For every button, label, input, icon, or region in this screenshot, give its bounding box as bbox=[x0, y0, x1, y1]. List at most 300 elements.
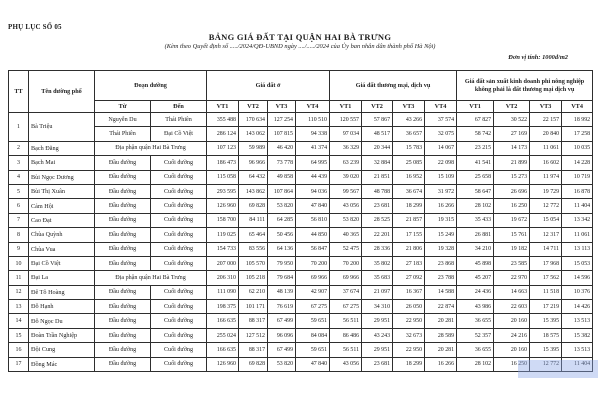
price-value: 41 541 bbox=[457, 156, 494, 170]
street-name: Cảm Hội bbox=[29, 199, 95, 213]
price-value: 16 266 bbox=[425, 199, 457, 213]
price-value: 36 657 bbox=[393, 127, 425, 141]
price-value: 59 651 bbox=[296, 343, 330, 357]
price-value: 10 376 bbox=[562, 285, 593, 299]
price-value: 107 864 bbox=[268, 184, 296, 198]
price-value: 126 960 bbox=[207, 199, 239, 213]
header-vt-row bbox=[9, 101, 593, 113]
table-row bbox=[9, 213, 593, 227]
segment-from: Đầu đường bbox=[95, 314, 151, 328]
price-value: 13 513 bbox=[562, 343, 593, 357]
price-value: 22 098 bbox=[425, 156, 457, 170]
price-value: 21 097 bbox=[362, 285, 393, 299]
price-value: 43 056 bbox=[330, 357, 362, 371]
price-value: 15 109 bbox=[425, 170, 457, 184]
table-row bbox=[9, 184, 593, 198]
segment-from: Đầu đường bbox=[95, 256, 151, 270]
street-name: Đại Cồ Việt bbox=[29, 256, 95, 270]
price-value: 56 511 bbox=[330, 343, 362, 357]
price-value: 27 169 bbox=[494, 127, 530, 141]
price-value: 23 788 bbox=[425, 271, 457, 285]
price-value: 22 950 bbox=[393, 343, 425, 357]
table-row bbox=[9, 141, 593, 155]
price-value: 44 850 bbox=[296, 228, 330, 242]
price-value: 110 510 bbox=[296, 113, 330, 127]
price-value: 36 674 bbox=[393, 184, 425, 198]
table-row bbox=[9, 314, 593, 328]
price-value: 16 367 bbox=[393, 285, 425, 299]
price-value: 45 898 bbox=[457, 256, 494, 270]
price-value: 24 436 bbox=[457, 285, 494, 299]
price-value: 16 602 bbox=[530, 156, 562, 170]
row-number: 11 bbox=[9, 271, 29, 285]
table-row bbox=[9, 113, 593, 127]
price-value: 94 338 bbox=[296, 127, 330, 141]
price-value: 46 420 bbox=[268, 141, 296, 155]
header-street-name: Tên đường phố bbox=[29, 71, 95, 113]
unit-note: Đơn vị tính: 1000đ/m2 bbox=[508, 54, 568, 61]
street-name: Đại La bbox=[29, 271, 95, 285]
page-title: BẢNG GIÁ ĐẤT TẠI QUẬN HAI BÀ TRƯNG bbox=[208, 32, 392, 42]
price-value: 16 250 bbox=[494, 357, 530, 371]
price-value: 19 328 bbox=[425, 242, 457, 256]
price-value: 18 299 bbox=[393, 357, 425, 371]
price-value: 69 966 bbox=[296, 271, 330, 285]
price-value: 13 342 bbox=[562, 213, 593, 227]
price-value: 83 556 bbox=[239, 242, 268, 256]
price-value: 23 868 bbox=[425, 256, 457, 270]
price-value: 97 034 bbox=[330, 127, 362, 141]
price-value: 32 673 bbox=[393, 328, 425, 342]
segment-from: Đầu đường bbox=[95, 170, 151, 184]
price-value: 52 475 bbox=[330, 242, 362, 256]
row-number: 16 bbox=[9, 343, 29, 357]
price-value: 35 802 bbox=[362, 256, 393, 270]
price-value: 40 365 bbox=[330, 228, 362, 242]
price-value: 120 557 bbox=[330, 113, 362, 127]
row-number: 4 bbox=[9, 170, 29, 184]
price-value: 43 243 bbox=[362, 328, 393, 342]
price-value: 23 681 bbox=[362, 199, 393, 213]
price-value: 23 681 bbox=[362, 357, 393, 371]
segment-from: Đầu đường bbox=[95, 228, 151, 242]
price-value: 14 596 bbox=[562, 271, 593, 285]
price-value: 69 828 bbox=[239, 199, 268, 213]
price-value: 88 317 bbox=[239, 314, 268, 328]
price-value: 12 317 bbox=[530, 228, 562, 242]
price-value: 76 619 bbox=[268, 300, 296, 314]
price-value: 11 404 bbox=[562, 199, 593, 213]
price-value: 24 216 bbox=[494, 328, 530, 342]
price-value: 107 815 bbox=[268, 127, 296, 141]
row-number: 9 bbox=[9, 242, 29, 256]
price-value: 186 473 bbox=[207, 156, 239, 170]
price-value: 53 820 bbox=[268, 357, 296, 371]
segment-to: Cuối đường bbox=[151, 199, 207, 213]
price-value: 32 075 bbox=[425, 127, 457, 141]
price-value: 37 574 bbox=[425, 113, 457, 127]
header-vt4: VT4 bbox=[296, 101, 330, 113]
price-value: 28 102 bbox=[457, 357, 494, 371]
price-value: 22 157 bbox=[530, 113, 562, 127]
table-row bbox=[9, 328, 593, 342]
header-business-price: Giá đất sản xuất kinh doanh phi nông nghiệp không phải là đất thương mại dịch vụ bbox=[457, 71, 593, 101]
price-value: 21 851 bbox=[362, 170, 393, 184]
street-name: Bùi Thị Xuân bbox=[29, 184, 95, 198]
price-value: 17 258 bbox=[562, 127, 593, 141]
price-value: 198 375 bbox=[207, 300, 239, 314]
price-value: 59 989 bbox=[239, 141, 268, 155]
price-value: 41 374 bbox=[296, 141, 330, 155]
price-value: 11 974 bbox=[530, 170, 562, 184]
price-value: 11 404 bbox=[562, 357, 593, 371]
header-vt2: VT2 bbox=[494, 101, 530, 113]
price-value: 31 972 bbox=[425, 184, 457, 198]
price-value: 36 329 bbox=[330, 141, 362, 155]
table-row bbox=[9, 170, 593, 184]
price-value: 50 456 bbox=[268, 228, 296, 242]
price-value: 64 432 bbox=[239, 170, 268, 184]
price-value: 22 874 bbox=[425, 300, 457, 314]
segment-to: Cuối đường bbox=[151, 228, 207, 242]
price-value: 11 061 bbox=[530, 141, 562, 155]
price-value: 293 595 bbox=[207, 184, 239, 198]
segment-to: Cuối đường bbox=[151, 314, 207, 328]
segment-from: Đầu đường bbox=[95, 343, 151, 357]
street-name: Đê Tô Hoàng bbox=[29, 285, 95, 299]
price-value: 23 585 bbox=[494, 256, 530, 270]
price-value: 14 067 bbox=[425, 141, 457, 155]
price-value: 27 092 bbox=[393, 271, 425, 285]
price-value: 32 884 bbox=[362, 156, 393, 170]
segment-to: Cuối đường bbox=[151, 156, 207, 170]
price-value: 43 986 bbox=[457, 300, 494, 314]
header-vt3: VT3 bbox=[268, 101, 296, 113]
segment-to: Cuối đường bbox=[151, 300, 207, 314]
header-commercial-price: Giá đất thương mại, dịch vụ bbox=[330, 71, 457, 101]
price-value: 101 171 bbox=[239, 300, 268, 314]
street-name: Đồng Mác bbox=[29, 357, 95, 371]
table-row bbox=[9, 199, 593, 213]
street-name: Đỗ Ngọc Du bbox=[29, 314, 95, 328]
header-vt1: VT1 bbox=[207, 101, 239, 113]
price-value: 49 858 bbox=[268, 170, 296, 184]
price-value: 56 810 bbox=[296, 213, 330, 227]
table-row bbox=[9, 228, 593, 242]
price-value: 86 486 bbox=[330, 328, 362, 342]
table-row bbox=[9, 271, 593, 285]
price-value: 34 210 bbox=[457, 242, 494, 256]
price-value: 15 054 bbox=[530, 213, 562, 227]
price-value: 58 742 bbox=[457, 127, 494, 141]
price-value: 14 711 bbox=[530, 242, 562, 256]
price-value: 22 603 bbox=[494, 300, 530, 314]
appendix-label: PHỤ LỤC SỐ 05 bbox=[8, 23, 62, 31]
table-row bbox=[9, 285, 593, 299]
price-value: 36 655 bbox=[457, 314, 494, 328]
street-name: Bùi Ngọc Dương bbox=[29, 170, 95, 184]
street-name: Bạch Đằng bbox=[29, 141, 95, 155]
street-name: Đỗ Hạnh bbox=[29, 300, 95, 314]
price-value: 27 183 bbox=[393, 256, 425, 270]
header-vt4: VT4 bbox=[425, 101, 457, 113]
row-number: 7 bbox=[9, 213, 29, 227]
price-value: 16 266 bbox=[425, 357, 457, 371]
segment-to: Cuối đường bbox=[151, 357, 207, 371]
price-value: 67 499 bbox=[268, 343, 296, 357]
price-value: 21 806 bbox=[393, 242, 425, 256]
price-value: 20 344 bbox=[362, 141, 393, 155]
price-value: 67 275 bbox=[296, 300, 330, 314]
row-number: 6 bbox=[9, 199, 29, 213]
price-value: 21 857 bbox=[393, 213, 425, 227]
price-value: 23 215 bbox=[457, 141, 494, 155]
price-value: 48 517 bbox=[362, 127, 393, 141]
street-name: Đội Cung bbox=[29, 343, 95, 357]
segment-from: Đầu đường bbox=[95, 242, 151, 256]
price-value: 29 951 bbox=[362, 314, 393, 328]
price-value: 73 778 bbox=[268, 156, 296, 170]
row-number: 14 bbox=[9, 314, 29, 328]
price-value: 48 788 bbox=[362, 184, 393, 198]
header-vt1: VT1 bbox=[457, 101, 494, 113]
price-value: 16 250 bbox=[494, 199, 530, 213]
price-value: 53 820 bbox=[330, 213, 362, 227]
price-value: 12 772 bbox=[530, 199, 562, 213]
segment-to: Cuối đường bbox=[151, 184, 207, 198]
price-value: 20 281 bbox=[425, 343, 457, 357]
segment-to: Thái Phiên bbox=[151, 113, 207, 127]
price-value: 15 783 bbox=[393, 141, 425, 155]
price-value: 127 512 bbox=[239, 328, 268, 342]
segment-to: Cuối đường bbox=[151, 328, 207, 342]
price-value: 25 085 bbox=[393, 156, 425, 170]
price-value: 15 273 bbox=[494, 170, 530, 184]
price-value: 20 160 bbox=[494, 314, 530, 328]
price-value: 19 672 bbox=[494, 213, 530, 227]
price-value: 57 867 bbox=[362, 113, 393, 127]
price-value: 22 201 bbox=[362, 228, 393, 242]
price-value: 17 155 bbox=[393, 228, 425, 242]
price-value: 96 096 bbox=[268, 328, 296, 342]
segment-from: Đầu đường bbox=[95, 285, 151, 299]
segment-from: Đầu đường bbox=[95, 199, 151, 213]
price-value: 19 729 bbox=[530, 184, 562, 198]
price-value: 67 499 bbox=[268, 314, 296, 328]
price-value: 255 024 bbox=[207, 328, 239, 342]
price-value: 22 950 bbox=[393, 314, 425, 328]
price-value: 94 036 bbox=[296, 184, 330, 198]
price-value: 21 899 bbox=[494, 156, 530, 170]
price-value: 20 840 bbox=[530, 127, 562, 141]
price-value: 35 433 bbox=[457, 213, 494, 227]
price-value: 20 160 bbox=[494, 343, 530, 357]
price-value: 28 102 bbox=[457, 199, 494, 213]
price-value: 26 881 bbox=[457, 228, 494, 242]
segment-from: Nguyễn Du bbox=[95, 113, 151, 127]
price-value: 37 674 bbox=[330, 285, 362, 299]
price-value: 96 966 bbox=[239, 156, 268, 170]
segment-span: Địa phận quận Hai Bà Trưng bbox=[95, 141, 207, 155]
price-value: 355 488 bbox=[207, 113, 239, 127]
price-value: 19 182 bbox=[494, 242, 530, 256]
street-name: Bà Triệu bbox=[29, 113, 95, 142]
price-value: 206 310 bbox=[207, 271, 239, 285]
price-value: 10 719 bbox=[562, 170, 593, 184]
price-value: 28 336 bbox=[362, 242, 393, 256]
street-name: Đoàn Trần Nghiệp bbox=[29, 328, 95, 342]
price-value: 47 840 bbox=[296, 199, 330, 213]
price-value: 99 567 bbox=[330, 184, 362, 198]
price-value: 47 840 bbox=[296, 357, 330, 371]
price-value: 43 266 bbox=[393, 113, 425, 127]
price-value: 15 395 bbox=[530, 343, 562, 357]
street-name: Chùa Vua bbox=[29, 242, 95, 256]
segment-from: Thái Phiên bbox=[95, 127, 151, 141]
header-vt2: VT2 bbox=[362, 101, 393, 113]
table-row bbox=[9, 242, 593, 256]
price-value: 18 299 bbox=[393, 199, 425, 213]
price-value: 19 315 bbox=[425, 213, 457, 227]
price-value: 70 200 bbox=[330, 256, 362, 270]
price-value: 143 062 bbox=[239, 127, 268, 141]
price-value: 69 828 bbox=[239, 357, 268, 371]
price-value: 22 970 bbox=[494, 271, 530, 285]
table-row bbox=[9, 300, 593, 314]
table-row bbox=[9, 357, 593, 371]
price-value: 119 025 bbox=[207, 228, 239, 242]
segment-to: Cuối đường bbox=[151, 170, 207, 184]
price-value: 26 696 bbox=[494, 184, 530, 198]
price-value: 286 124 bbox=[207, 127, 239, 141]
price-value: 15 395 bbox=[530, 314, 562, 328]
price-value: 14 173 bbox=[494, 141, 530, 155]
price-value: 18 575 bbox=[530, 328, 562, 342]
segment-from: Đầu đường bbox=[95, 328, 151, 342]
price-value: 18 992 bbox=[562, 113, 593, 127]
price-value: 84 111 bbox=[239, 213, 268, 227]
segment-from: Đầu đường bbox=[95, 184, 151, 198]
table-row bbox=[9, 343, 593, 357]
price-value: 15 053 bbox=[562, 256, 593, 270]
price-value: 14 426 bbox=[562, 300, 593, 314]
price-value: 29 951 bbox=[362, 343, 393, 357]
price-value: 79 950 bbox=[268, 256, 296, 270]
street-name: Cao Đạt bbox=[29, 213, 95, 227]
header-tt: TT bbox=[9, 71, 29, 113]
header-to: Đến bbox=[151, 101, 207, 113]
price-value: 170 634 bbox=[239, 113, 268, 127]
price-value: 16 952 bbox=[393, 170, 425, 184]
price-value: 14 588 bbox=[425, 285, 457, 299]
price-value: 127 254 bbox=[268, 113, 296, 127]
price-value: 26 050 bbox=[393, 300, 425, 314]
price-value: 115 058 bbox=[207, 170, 239, 184]
segment-from: Đầu đường bbox=[95, 357, 151, 371]
segment-to: Cuối đường bbox=[151, 285, 207, 299]
price-value: 15 761 bbox=[494, 228, 530, 242]
price-value: 11 061 bbox=[562, 228, 593, 242]
price-value: 158 700 bbox=[207, 213, 239, 227]
row-number: 1 bbox=[9, 113, 29, 142]
price-value: 36 655 bbox=[457, 343, 494, 357]
price-value: 56 511 bbox=[330, 314, 362, 328]
header-from: Từ bbox=[95, 101, 151, 113]
price-value: 30 522 bbox=[494, 113, 530, 127]
price-value: 35 683 bbox=[362, 271, 393, 285]
land-price-table bbox=[8, 70, 593, 372]
price-value: 44 439 bbox=[296, 170, 330, 184]
segment-span: Địa phận quận Hai Bà Trưng bbox=[95, 271, 207, 285]
price-value: 53 820 bbox=[268, 199, 296, 213]
row-number: 2 bbox=[9, 141, 29, 155]
price-value: 13 113 bbox=[562, 242, 593, 256]
header-vt1: VT1 bbox=[330, 101, 362, 113]
row-number: 13 bbox=[9, 300, 29, 314]
price-value: 15 382 bbox=[562, 328, 593, 342]
table-row bbox=[9, 156, 593, 170]
price-value: 107 123 bbox=[207, 141, 239, 155]
row-number: 5 bbox=[9, 184, 29, 198]
price-value: 62 210 bbox=[239, 285, 268, 299]
segment-to: Đại Cồ Việt bbox=[151, 127, 207, 141]
price-value: 65 464 bbox=[239, 228, 268, 242]
price-value: 58 647 bbox=[457, 184, 494, 198]
page-subtitle: (Kèm theo Quyết định số ...../2024/QĐ-UBND ngày ..../...../2024 của Ủy ban nhân dân thành phố Hà Nội) bbox=[164, 43, 436, 50]
price-value: 154 733 bbox=[207, 242, 239, 256]
price-value: 126 960 bbox=[207, 357, 239, 371]
price-value: 48 139 bbox=[268, 285, 296, 299]
row-number: 10 bbox=[9, 256, 29, 270]
price-value: 45 207 bbox=[457, 271, 494, 285]
price-value: 14 228 bbox=[562, 156, 593, 170]
price-value: 20 281 bbox=[425, 314, 457, 328]
price-value: 105 570 bbox=[239, 256, 268, 270]
row-number: 8 bbox=[9, 228, 29, 242]
price-value: 70 200 bbox=[296, 256, 330, 270]
street-name: Bạch Mai bbox=[29, 156, 95, 170]
price-value: 59 651 bbox=[296, 314, 330, 328]
price-value: 105 218 bbox=[239, 271, 268, 285]
header-vt3: VT3 bbox=[530, 101, 562, 113]
price-value: 67 827 bbox=[457, 113, 494, 127]
price-value: 64 285 bbox=[268, 213, 296, 227]
price-value: 84 084 bbox=[296, 328, 330, 342]
price-value: 12 772 bbox=[530, 357, 562, 371]
header-vt3: VT3 bbox=[393, 101, 425, 113]
header-vt2: VT2 bbox=[239, 101, 268, 113]
segment-from: Đầu đường bbox=[95, 213, 151, 227]
price-value: 17 968 bbox=[530, 256, 562, 270]
price-value: 63 239 bbox=[330, 156, 362, 170]
price-value: 28 589 bbox=[425, 328, 457, 342]
price-value: 28 525 bbox=[362, 213, 393, 227]
table-row bbox=[9, 127, 593, 141]
header-group-row bbox=[9, 71, 593, 101]
price-value: 34 310 bbox=[362, 300, 393, 314]
header-residential-price: Giá đất ở bbox=[207, 71, 330, 101]
row-number: 15 bbox=[9, 328, 29, 342]
price-value: 11 518 bbox=[530, 285, 562, 299]
price-value: 207 000 bbox=[207, 256, 239, 270]
price-value: 39 020 bbox=[330, 170, 362, 184]
price-value: 13 513 bbox=[562, 314, 593, 328]
segment-from: Đầu đường bbox=[95, 156, 151, 170]
segment-from: Đầu đường bbox=[95, 300, 151, 314]
price-value: 67 275 bbox=[330, 300, 362, 314]
street-name: Chùa Quỳnh bbox=[29, 228, 95, 242]
price-value: 16 878 bbox=[562, 184, 593, 198]
